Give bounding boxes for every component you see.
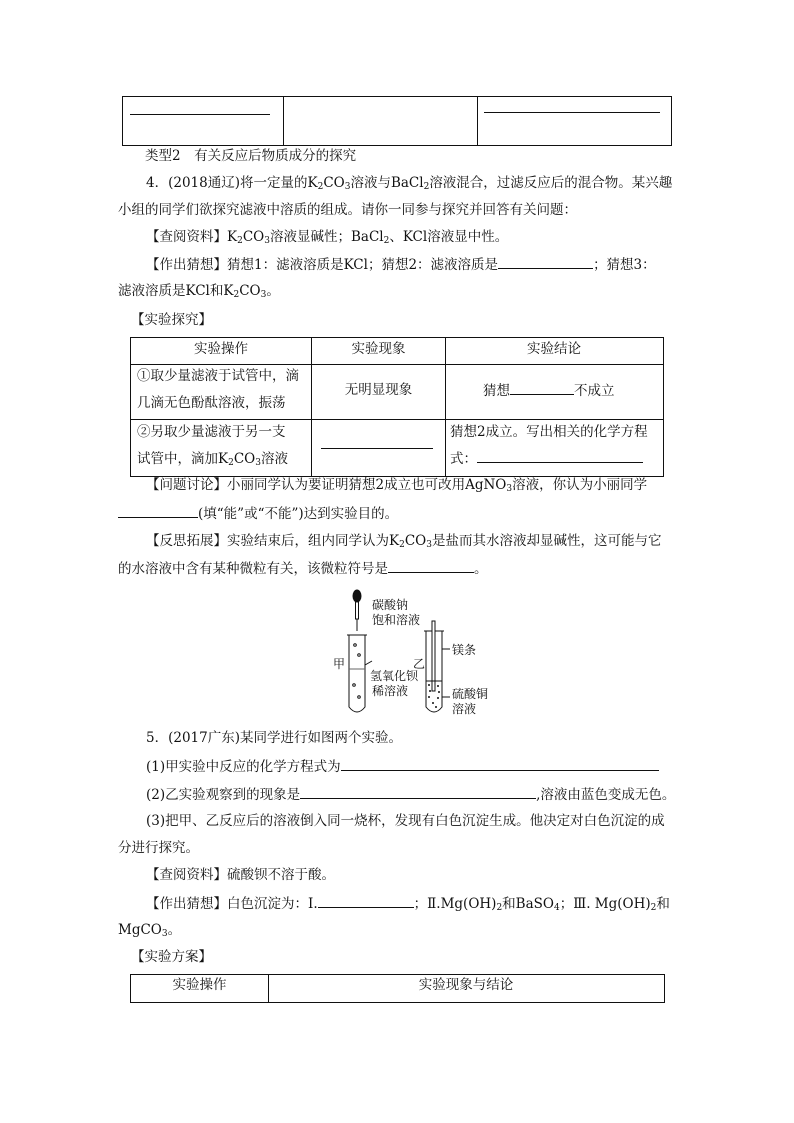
exp-table-header-operation: 实验操作 [194,341,248,357]
figure-label-baoh2-1: 氢氧化钡 [370,669,419,683]
row2-operation-line2: 试管中，滴加$K_2CO_3$溶液 [137,451,288,468]
q4-guess: 【作出猜想】猜想1：滤液溶质是KCl；猜想2：滤液溶质是 ；猜想3： [146,254,656,275]
row2-conclusion-line2: 式： [450,446,643,473]
q4-explore-heading: 【实验探究】 [131,312,212,328]
q4-reflection-line2: 的水溶液中含有某种微粒有关，该微粒符号是 。 [118,558,488,579]
figure-label-na2co3-2: 饱和溶液 [372,613,421,627]
figure-label-mg: 镁条 [452,643,477,657]
q5-part3-line1: (3)把甲、乙反应后的溶液倒入同一烧杯，发现有白色沉淀生成。他决定对白色沉淀的成 [146,813,665,829]
top-table-answer-blank-2[interactable] [484,112,660,113]
q5-part3-line2: 分进行探究。 [118,840,199,856]
exp-table-header-conclusion: 实验结论 [527,341,581,357]
q5-part1: (1)甲实验中反应的化学方程式为 [146,756,659,777]
q5-intro: 5．(2017广东)某同学进行如图两个实验。 [146,730,402,746]
top-table-divider-2 [477,96,478,145]
figure-label-jia: 甲 [333,657,346,671]
q4-reflection: 【反思拓展】实验结束后，组内同学认为$K_2CO_3$是盐而其水溶液却显碱性，这可能与它 [146,533,662,550]
q4-reference: 【查阅资料】$K_2CO_3$溶液显碱性；BaCl$_2$、KCl溶液显中性。 [146,229,509,246]
figure-label-na2co3-1: 碳酸钠 [372,598,409,612]
row1-phenomenon: 无明显现象 [344,382,413,398]
q4-line2: 小组的同学们欲探究滤液中溶质的组成。请你一同参与探究并回答有关问题： [118,202,577,218]
q4-discussion: 【问题讨论】小丽同学认为要证明猜想2成立也可改用AgNO$_3$溶液，你认为小丽同学 [146,477,648,494]
row1-guess-blank[interactable] [510,380,574,395]
figure-label-yi: 乙 [413,657,426,671]
q5-phenomenon-blank[interactable] [300,784,536,799]
equation-blank[interactable] [477,448,643,463]
q5-equation-blank[interactable] [341,756,659,771]
row1-operation-line2: 几滴无色酚酞溶液，振荡 [137,395,286,411]
exp-table-header-phenomenon: 实验现象 [351,341,406,357]
top-table-answer-blank-1[interactable] [130,114,270,115]
q5-guess-line2: MgCO$_3$。 [118,922,182,939]
q4-line1: 4．(2018通辽)将一定量的$K_2CO_3$溶液与BaCl$_2$溶液混合，过滤反应后的混合物。某兴趣 [146,175,673,192]
figure-label-baoh2-2: 稀溶液 [372,684,409,698]
figure-label-cuso4-2: 溶液 [452,702,477,716]
q5-guess1-blank[interactable] [318,893,414,908]
row1-conclusion: 猜想 不成立 [483,380,615,401]
top-table [122,96,672,146]
top-table-divider-1 [283,96,284,145]
q5-plan-heading: 【实验方案】 [131,949,212,965]
can-or-cannot-blank[interactable] [118,503,198,518]
q4-discussion-line2: (填“能”或“不能”)达到实验目的。 [118,503,398,524]
q5-part2: (2)乙实验观察到的现象是 ,溶液由蓝色变成无色。 [146,784,675,805]
figure-label-cuso4-1: 硫酸铜 [452,687,489,701]
q4-guess-line2: 滤液溶质是KCl和$K_2CO_3$。 [118,283,280,300]
row2-conclusion-line1: 猜想2成立。写出相关的化学方程 [450,424,648,440]
particle-symbol-blank[interactable] [388,558,474,573]
q5-guess: 【作出猜想】白色沉淀为：Ⅰ. ；$Ⅱ.Mg(OH)_2$和BaSO$_4$；Ⅲ. $Mg(OH)_2$和 [146,893,670,914]
plan-table-header-result: 实验现象与结论 [418,977,514,993]
row2-phenomenon-blank[interactable] [321,448,433,449]
plan-table-header-operation: 实验操作 [172,977,227,993]
q5-reference: 【查阅资料】硫酸钡不溶于酸。 [146,867,335,883]
section-heading: 类型2 有关反应后物质成分的探究 [145,148,357,164]
guess2-blank[interactable] [498,254,593,269]
row1-operation-line1: ①取少量滤液于试管中，滴 [137,368,299,384]
row2-operation-line1: ②另取少量滤液于另一支 [137,424,286,440]
